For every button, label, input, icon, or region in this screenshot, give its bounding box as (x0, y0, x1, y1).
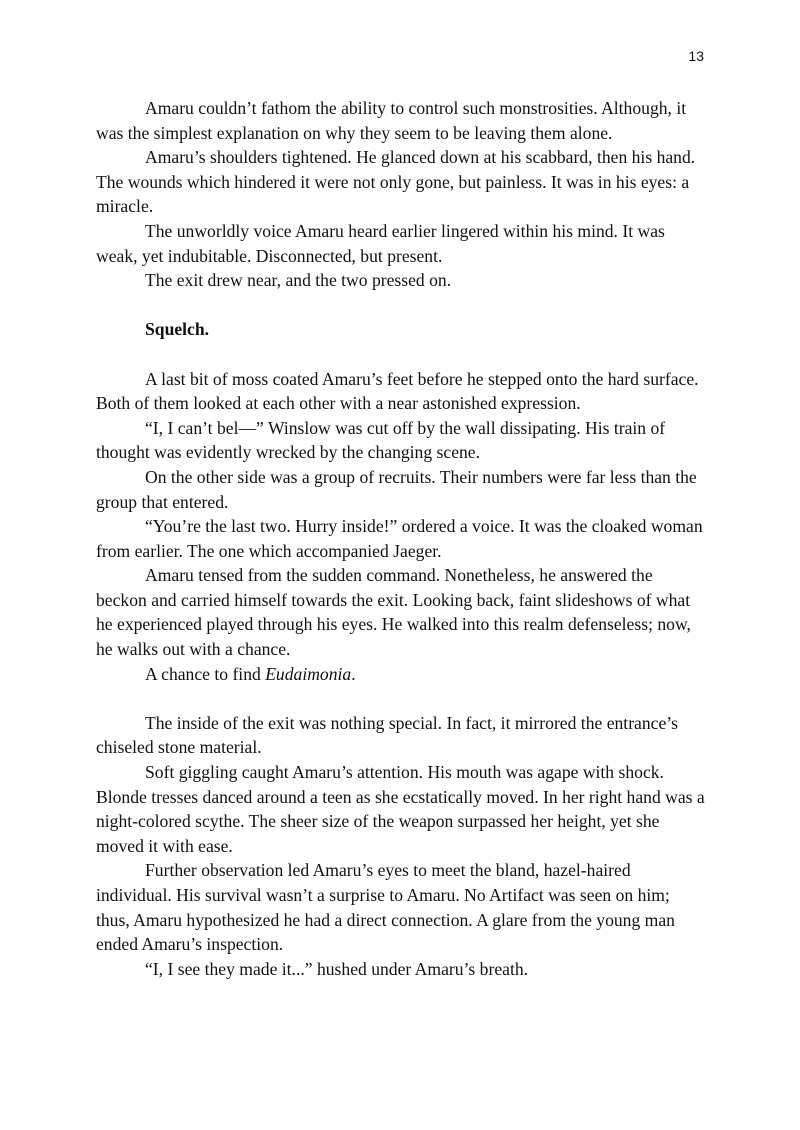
blank-line (96, 342, 706, 367)
paragraph-4: The exit drew near, and the two pressed on. (145, 270, 452, 291)
paragraph-11: The inside of the exit was nothing special. In fact, it mirrored the entrance’s chiseled stone material. (96, 712, 679, 758)
blank-line (96, 293, 706, 318)
paragraph-6: “I, I can’t bel—” Winslow was cut off by the wall dissipating. His train of thought was evidently wrecked by the changing scene. (96, 417, 666, 463)
paragraph-2: Amaru’s shoulders tightened. He glanced down at his scabbard, then his hand. The wounds which hindered it were not only gone, but painless. It was in his eyes: a miracle. (96, 147, 696, 217)
paragraph-13: Further observation led Amaru’s eyes to meet the bland, hazel-haired individual. His survival wasn’t a surprise to Amaru. No Artifact was seen on him; thus, Amaru hypothesized he had a direct connection. A glare from the young man ended Amaru’s inspection. (96, 860, 675, 955)
paragraph-1: Amaru couldn’t fathom the ability to control such monstrosities. Although, it was the simplest explanation on why they seem to be leaving them alone. (96, 98, 687, 143)
blank-line (96, 686, 706, 711)
paragraph-3: The unworldly voice Amaru heard earlier lingered within his mind. It was weak, yet indubitable. Disconnected, but present. (96, 220, 665, 266)
paragraph-14: “I, I see they made it...” hushed under Amaru’s breath. (145, 958, 529, 979)
paragraph-10-prefix: A chance to find (145, 663, 266, 684)
paragraph-10-italic: Eudaimonia (265, 663, 352, 684)
page-number: 13 (688, 48, 704, 64)
paragraph-10 (96, 662, 706, 687)
scene-sound-heading: Squelch. (145, 319, 210, 340)
paragraph-8: “You’re the last two. Hurry inside!” ordered a voice. It was the cloaked woman from earlier. The one which accompanied Jaeger. (96, 516, 703, 561)
story-text (96, 96, 706, 981)
paragraph-10-suffix: . (351, 663, 356, 684)
paragraph-12: Soft giggling caught Amaru’s attention. His mouth was agape with shock. Blonde tresses danced around a teen as she ecstatically moved. In her right hand was a night-colored scythe. The sheer size of the weapon surpassed her height, yet she moved it with ease. (96, 762, 705, 856)
paragraph-7: On the other side was a group of recruits. Their numbers were far less than the group that entered. (96, 466, 697, 512)
paragraph-5: A last bit of moss coated Amaru’s feet before he stepped onto the hard surface. Both of them looked at each other with a near astonished expression. (96, 368, 699, 414)
paragraph-9: Amaru tensed from the sudden command. Nonetheless, he answered the beckon and carried himself towards the exit. Looking back, faint slideshows of what he experienced played through his eyes. He walked into this realm defenseless; now, he walks out with a chance. (96, 565, 691, 660)
